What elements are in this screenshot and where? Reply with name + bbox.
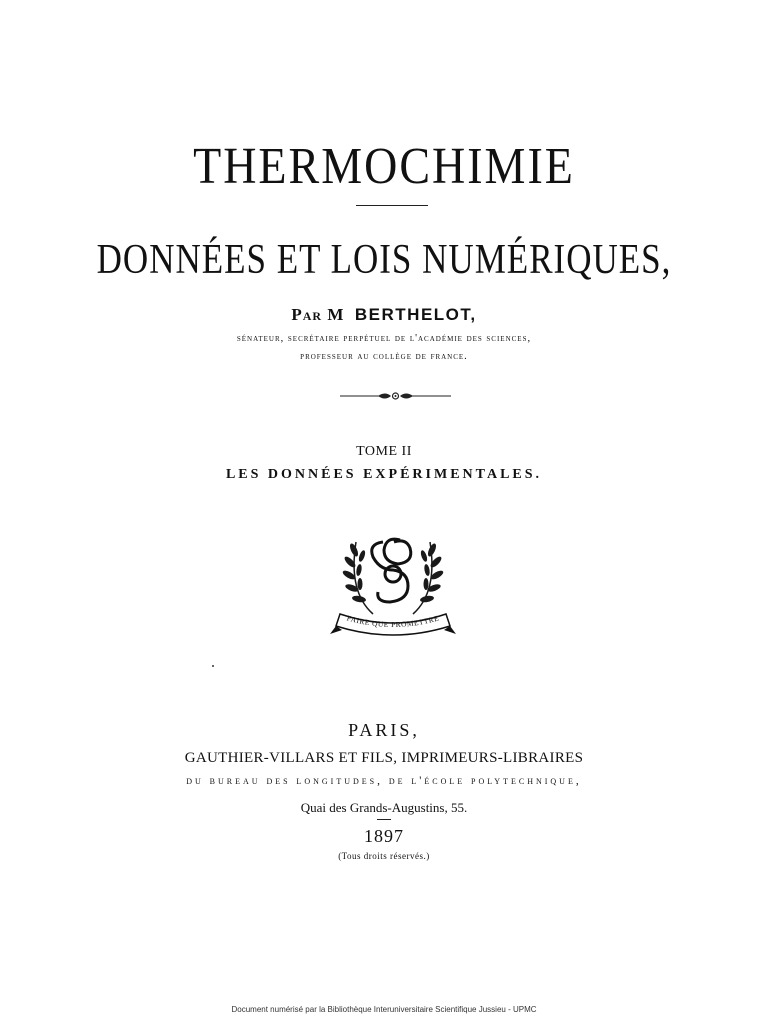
book-subtitle: DONNÉES ET LOIS NUMÉRIQUES, <box>96 236 672 283</box>
publisher-emblem-icon <box>328 522 458 644</box>
volume-title: LES DONNÉES EXPÉRIMENTALES. <box>225 467 543 482</box>
imprint-city: PARIS, <box>348 720 420 740</box>
volume-number: TOME II <box>356 444 412 459</box>
imprint-address: Quai des Grands-Augustins, 55. <box>300 800 468 815</box>
imprint-rights: (Tous droits réservés.) <box>338 851 430 861</box>
author-prefix: Par M <box>291 305 345 324</box>
imprint-bureau: du bureau des longitudes, de l'école polytechnique, <box>186 775 582 787</box>
divider-flourish-icon <box>338 389 453 403</box>
author-qualifications-1: sénateur, secrétaire perpétuel de l'académie des sciences, <box>236 333 532 344</box>
imprint-year: 1897 <box>364 826 404 846</box>
author-name: BERTHELOT, <box>354 305 477 324</box>
title-rule <box>356 205 428 206</box>
emblem-motto: FAIRE QUE PROMETTRE <box>345 613 441 630</box>
page-speck <box>212 665 214 667</box>
imprint-publisher: GAUTHIER-VILLARS ET FILS, IMPRIMEURS-LIBRAIRES <box>184 750 584 766</box>
year-rule <box>377 819 391 820</box>
author-line <box>0 305 768 325</box>
book-title: THERMOCHIMIE <box>193 137 575 195</box>
author-qualifications-2: professeur au collège de france. <box>300 351 468 362</box>
digitization-footer: Document numérisé par la Bibliothèque Interuniversitaire Scientifique Jussieu - UPMC <box>231 1005 537 1014</box>
